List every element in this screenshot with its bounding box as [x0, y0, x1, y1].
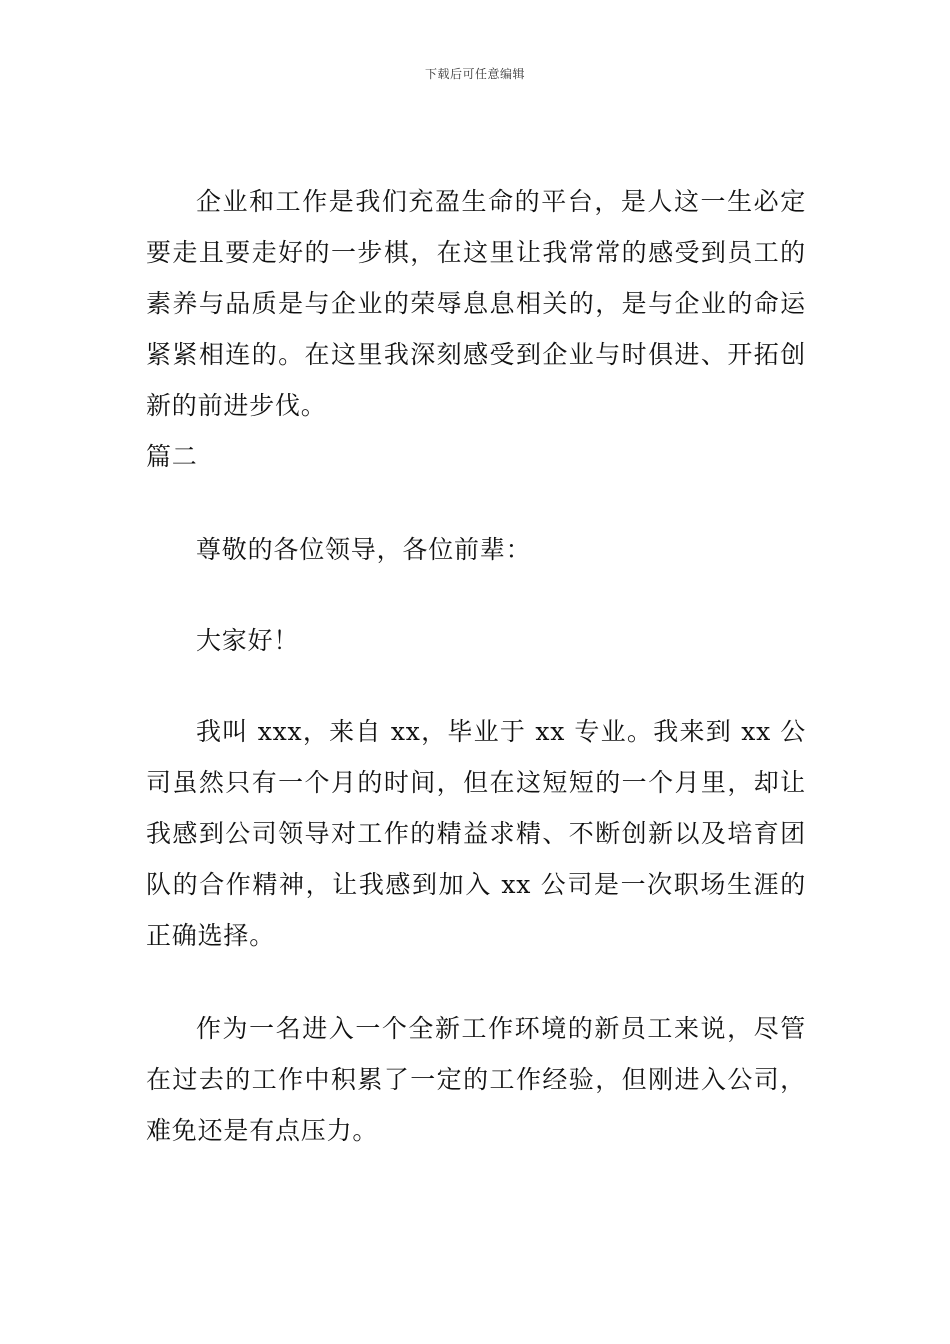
spacer	[146, 575, 806, 615]
paragraph-1: 企业和工作是我们充盈生命的平台，是人这一生必定要走且要走好的一步棋，在这里让我常常的感受到员工的素养与品质是与企业的荣辱息息相关的，是与企业的命运紧紧相连的。在这里我深刻感受到企业与时俱进、开拓创新的前进步伐。	[146, 187, 806, 420]
paragraph-introduction: 我叫 xxx，来自 xx，毕业于 xx 专业。我来到 xx 公司虽然只有一个月的时间，但在这短短的一个月里，却让我感到公司领导对工作的精益求精、不断创新以及培育团队的合作精神，让我感到加入 xx 公司是一次职场生涯的正确选择。	[146, 717, 806, 950]
section-heading: 篇二	[146, 442, 198, 471]
paragraph-greeting-salutation: 尊敬的各位领导，各位前辈：	[196, 535, 532, 564]
paragraph-new-employee: 作为一名进入一个全新工作环境的新员工来说，尽管在过去的工作中积累了一定的工作经验，但刚进入公司，难免还是有点压力。	[146, 1014, 806, 1145]
paragraph-greeting: 大家好！	[196, 626, 300, 655]
document-body	[146, 176, 806, 1156]
spacer	[146, 961, 806, 1003]
page-header: 下载后可任意编辑	[424, 67, 525, 81]
spacer	[146, 666, 806, 706]
spacer	[146, 482, 806, 524]
